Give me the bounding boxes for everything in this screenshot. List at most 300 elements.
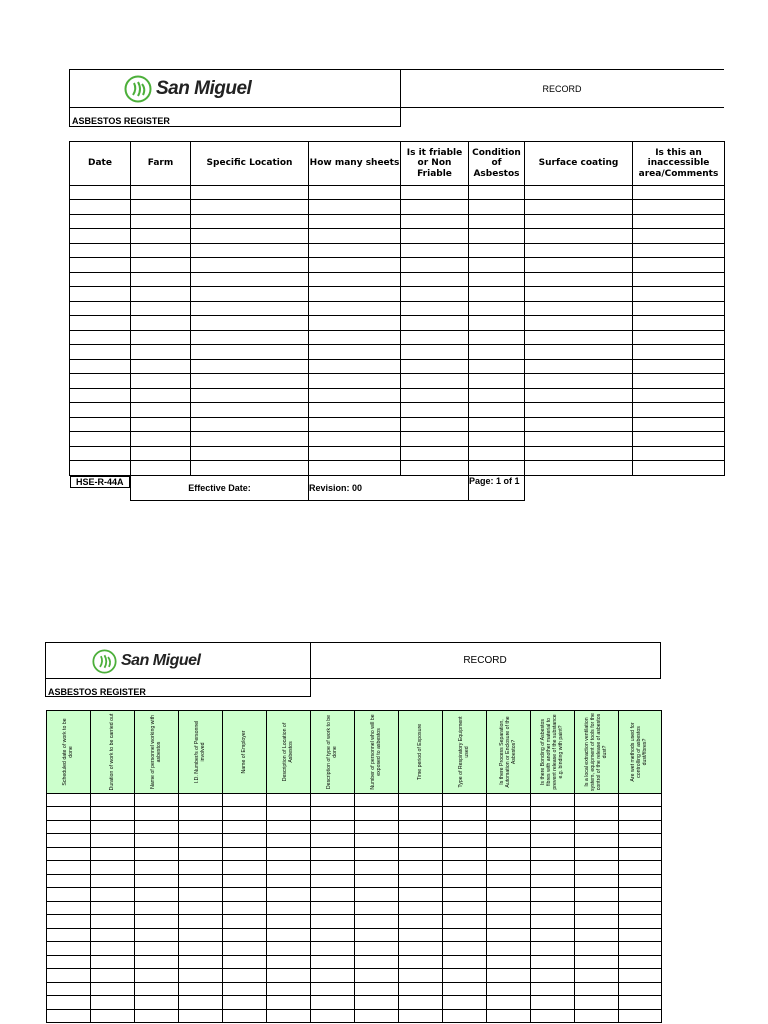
table-cell[interactable] xyxy=(619,996,662,1010)
table-cell[interactable] xyxy=(399,888,443,902)
table-cell[interactable] xyxy=(487,834,531,848)
table-cell[interactable] xyxy=(309,258,401,273)
table-cell[interactable] xyxy=(401,432,469,447)
table-cell[interactable] xyxy=(525,244,633,258)
table-cell[interactable] xyxy=(309,418,401,432)
table-cell[interactable] xyxy=(619,942,662,956)
table-cell[interactable] xyxy=(531,929,575,942)
table-cell[interactable] xyxy=(575,875,619,888)
table-cell[interactable] xyxy=(355,929,399,942)
table-cell[interactable] xyxy=(355,942,399,956)
table-cell[interactable] xyxy=(70,258,131,273)
table-cell[interactable] xyxy=(399,794,443,807)
table-cell[interactable] xyxy=(619,902,662,915)
table-cell[interactable] xyxy=(487,902,531,915)
table-cell[interactable] xyxy=(619,915,662,929)
table-cell[interactable] xyxy=(179,861,223,875)
table-cell[interactable] xyxy=(531,996,575,1010)
table-cell[interactable] xyxy=(525,186,633,200)
table-cell[interactable] xyxy=(311,956,355,969)
table-cell[interactable] xyxy=(619,956,662,969)
table-cell[interactable] xyxy=(399,861,443,875)
table-cell[interactable] xyxy=(355,1010,399,1023)
table-cell[interactable] xyxy=(575,807,619,821)
table-cell[interactable] xyxy=(311,1010,355,1023)
table-cell[interactable] xyxy=(469,461,525,476)
table-cell[interactable] xyxy=(223,929,267,942)
table-cell[interactable] xyxy=(311,834,355,848)
table-cell[interactable] xyxy=(309,360,401,374)
table-cell[interactable] xyxy=(309,186,401,200)
table-cell[interactable] xyxy=(531,942,575,956)
table-cell[interactable] xyxy=(223,1010,267,1023)
table-cell[interactable] xyxy=(179,875,223,888)
table-cell[interactable] xyxy=(487,794,531,807)
table-cell[interactable] xyxy=(223,834,267,848)
table-cell[interactable] xyxy=(70,186,131,200)
table-cell[interactable] xyxy=(311,794,355,807)
table-cell[interactable] xyxy=(179,821,223,834)
table-cell[interactable] xyxy=(135,915,179,929)
table-cell[interactable] xyxy=(70,287,131,302)
table-cell[interactable] xyxy=(70,403,131,418)
table-cell[interactable] xyxy=(575,956,619,969)
table-cell[interactable] xyxy=(401,345,469,360)
table-cell[interactable] xyxy=(401,287,469,302)
table-cell[interactable] xyxy=(525,331,633,345)
table-cell[interactable] xyxy=(401,389,469,403)
table-cell[interactable] xyxy=(47,915,91,929)
table-cell[interactable] xyxy=(70,360,131,374)
table-cell[interactable] xyxy=(70,418,131,432)
table-cell[interactable] xyxy=(47,942,91,956)
table-cell[interactable] xyxy=(191,215,309,229)
table-cell[interactable] xyxy=(443,834,487,848)
table-cell[interactable] xyxy=(487,942,531,956)
table-cell[interactable] xyxy=(575,969,619,983)
table-cell[interactable] xyxy=(223,794,267,807)
table-cell[interactable] xyxy=(525,215,633,229)
table-cell[interactable] xyxy=(47,848,91,861)
table-cell[interactable] xyxy=(399,956,443,969)
table-cell[interactable] xyxy=(191,200,309,215)
table-cell[interactable] xyxy=(355,794,399,807)
table-cell[interactable] xyxy=(531,861,575,875)
table-cell[interactable] xyxy=(531,848,575,861)
table-cell[interactable] xyxy=(469,287,525,302)
table-cell[interactable] xyxy=(179,1010,223,1023)
table-cell[interactable] xyxy=(223,888,267,902)
table-cell[interactable] xyxy=(70,302,131,316)
table-cell[interactable] xyxy=(179,848,223,861)
table-cell[interactable] xyxy=(135,1010,179,1023)
table-cell[interactable] xyxy=(531,888,575,902)
table-cell[interactable] xyxy=(401,244,469,258)
table-cell[interactable] xyxy=(131,461,191,476)
table-cell[interactable] xyxy=(633,389,725,403)
table-cell[interactable] xyxy=(355,807,399,821)
table-cell[interactable] xyxy=(399,821,443,834)
table-cell[interactable] xyxy=(309,316,401,331)
table-cell[interactable] xyxy=(633,345,725,360)
table-cell[interactable] xyxy=(619,848,662,861)
table-cell[interactable] xyxy=(399,834,443,848)
table-cell[interactable] xyxy=(575,848,619,861)
table-cell[interactable] xyxy=(399,807,443,821)
table-cell[interactable] xyxy=(619,983,662,996)
table-cell[interactable] xyxy=(223,996,267,1010)
table-cell[interactable] xyxy=(309,389,401,403)
table-cell[interactable] xyxy=(70,244,131,258)
table-cell[interactable] xyxy=(191,258,309,273)
table-cell[interactable] xyxy=(91,875,135,888)
table-cell[interactable] xyxy=(135,942,179,956)
table-cell[interactable] xyxy=(47,969,91,983)
table-cell[interactable] xyxy=(443,1010,487,1023)
table-cell[interactable] xyxy=(575,902,619,915)
table-cell[interactable] xyxy=(47,902,91,915)
table-cell[interactable] xyxy=(267,848,311,861)
table-cell[interactable] xyxy=(311,969,355,983)
table-cell[interactable] xyxy=(525,258,633,273)
table-cell[interactable] xyxy=(191,186,309,200)
table-cell[interactable] xyxy=(131,302,191,316)
table-cell[interactable] xyxy=(443,888,487,902)
table-cell[interactable] xyxy=(191,374,309,389)
table-cell[interactable] xyxy=(47,807,91,821)
table-cell[interactable] xyxy=(267,821,311,834)
table-cell[interactable] xyxy=(401,258,469,273)
table-cell[interactable] xyxy=(70,273,131,287)
table-cell[interactable] xyxy=(487,821,531,834)
table-cell[interactable] xyxy=(47,983,91,996)
table-cell[interactable] xyxy=(135,794,179,807)
table-cell[interactable] xyxy=(401,229,469,244)
table-cell[interactable] xyxy=(469,389,525,403)
table-cell[interactable] xyxy=(191,403,309,418)
table-cell[interactable] xyxy=(131,287,191,302)
table-cell[interactable] xyxy=(633,447,725,461)
table-cell[interactable] xyxy=(633,418,725,432)
table-cell[interactable] xyxy=(619,807,662,821)
table-cell[interactable] xyxy=(525,200,633,215)
table-cell[interactable] xyxy=(179,983,223,996)
table-cell[interactable] xyxy=(633,360,725,374)
table-cell[interactable] xyxy=(70,432,131,447)
table-cell[interactable] xyxy=(531,821,575,834)
table-cell[interactable] xyxy=(469,200,525,215)
table-cell[interactable] xyxy=(487,996,531,1010)
table-cell[interactable] xyxy=(267,902,311,915)
table-cell[interactable] xyxy=(469,244,525,258)
table-cell[interactable] xyxy=(223,861,267,875)
table-cell[interactable] xyxy=(47,956,91,969)
table-cell[interactable] xyxy=(633,215,725,229)
table-cell[interactable] xyxy=(70,345,131,360)
table-cell[interactable] xyxy=(131,273,191,287)
table-cell[interactable] xyxy=(191,360,309,374)
table-cell[interactable] xyxy=(131,316,191,331)
table-cell[interactable] xyxy=(487,956,531,969)
table-cell[interactable] xyxy=(575,929,619,942)
table-cell[interactable] xyxy=(267,956,311,969)
table-cell[interactable] xyxy=(191,461,309,476)
table-cell[interactable] xyxy=(91,902,135,915)
table-cell[interactable] xyxy=(355,821,399,834)
table-cell[interactable] xyxy=(531,969,575,983)
table-cell[interactable] xyxy=(633,273,725,287)
table-cell[interactable] xyxy=(399,1010,443,1023)
table-cell[interactable] xyxy=(619,861,662,875)
table-cell[interactable] xyxy=(443,794,487,807)
table-cell[interactable] xyxy=(443,942,487,956)
table-cell[interactable] xyxy=(355,969,399,983)
table-cell[interactable] xyxy=(309,345,401,360)
table-cell[interactable] xyxy=(309,447,401,461)
table-cell[interactable] xyxy=(309,374,401,389)
table-cell[interactable] xyxy=(401,186,469,200)
table-cell[interactable] xyxy=(47,1010,91,1023)
table-cell[interactable] xyxy=(443,821,487,834)
table-cell[interactable] xyxy=(47,888,91,902)
table-cell[interactable] xyxy=(311,902,355,915)
table-cell[interactable] xyxy=(311,915,355,929)
table-cell[interactable] xyxy=(469,316,525,331)
table-cell[interactable] xyxy=(47,834,91,848)
table-cell[interactable] xyxy=(179,996,223,1010)
table-cell[interactable] xyxy=(355,956,399,969)
table-cell[interactable] xyxy=(399,969,443,983)
table-cell[interactable] xyxy=(575,1010,619,1023)
table-cell[interactable] xyxy=(399,929,443,942)
table-cell[interactable] xyxy=(267,942,311,956)
table-cell[interactable] xyxy=(91,956,135,969)
table-cell[interactable] xyxy=(525,229,633,244)
table-cell[interactable] xyxy=(401,316,469,331)
table-cell[interactable] xyxy=(131,345,191,360)
table-cell[interactable] xyxy=(191,447,309,461)
table-cell[interactable] xyxy=(309,331,401,345)
table-cell[interactable] xyxy=(531,1010,575,1023)
table-cell[interactable] xyxy=(267,794,311,807)
table-cell[interactable] xyxy=(309,432,401,447)
table-cell[interactable] xyxy=(443,902,487,915)
table-cell[interactable] xyxy=(399,942,443,956)
table-cell[interactable] xyxy=(135,983,179,996)
table-cell[interactable] xyxy=(525,447,633,461)
table-cell[interactable] xyxy=(399,875,443,888)
table-cell[interactable] xyxy=(309,229,401,244)
table-cell[interactable] xyxy=(91,915,135,929)
table-cell[interactable] xyxy=(131,244,191,258)
table-cell[interactable] xyxy=(633,432,725,447)
table-cell[interactable] xyxy=(131,374,191,389)
table-cell[interactable] xyxy=(223,956,267,969)
table-cell[interactable] xyxy=(525,287,633,302)
table-cell[interactable] xyxy=(91,996,135,1010)
table-cell[interactable] xyxy=(91,1010,135,1023)
table-cell[interactable] xyxy=(401,360,469,374)
table-cell[interactable] xyxy=(575,942,619,956)
table-cell[interactable] xyxy=(633,374,725,389)
table-cell[interactable] xyxy=(91,807,135,821)
table-cell[interactable] xyxy=(525,432,633,447)
table-cell[interactable] xyxy=(131,403,191,418)
table-cell[interactable] xyxy=(469,345,525,360)
table-cell[interactable] xyxy=(469,258,525,273)
table-cell[interactable] xyxy=(355,861,399,875)
table-cell[interactable] xyxy=(70,447,131,461)
table-cell[interactable] xyxy=(525,461,633,476)
table-cell[interactable] xyxy=(401,273,469,287)
table-cell[interactable] xyxy=(469,360,525,374)
table-cell[interactable] xyxy=(525,389,633,403)
table-cell[interactable] xyxy=(531,807,575,821)
table-cell[interactable] xyxy=(91,983,135,996)
table-cell[interactable] xyxy=(267,888,311,902)
table-cell[interactable] xyxy=(575,983,619,996)
table-cell[interactable] xyxy=(267,861,311,875)
table-cell[interactable] xyxy=(131,432,191,447)
table-cell[interactable] xyxy=(443,861,487,875)
table-cell[interactable] xyxy=(487,1010,531,1023)
table-cell[interactable] xyxy=(633,200,725,215)
table-cell[interactable] xyxy=(131,447,191,461)
table-cell[interactable] xyxy=(135,834,179,848)
table-cell[interactable] xyxy=(191,244,309,258)
table-cell[interactable] xyxy=(443,807,487,821)
table-cell[interactable] xyxy=(191,432,309,447)
table-cell[interactable] xyxy=(401,331,469,345)
table-cell[interactable] xyxy=(525,360,633,374)
table-cell[interactable] xyxy=(633,302,725,316)
table-cell[interactable] xyxy=(469,186,525,200)
table-cell[interactable] xyxy=(525,418,633,432)
table-cell[interactable] xyxy=(311,929,355,942)
table-cell[interactable] xyxy=(487,888,531,902)
table-cell[interactable] xyxy=(309,200,401,215)
table-cell[interactable] xyxy=(575,996,619,1010)
table-cell[interactable] xyxy=(487,915,531,929)
table-cell[interactable] xyxy=(309,302,401,316)
table-cell[interactable] xyxy=(267,834,311,848)
table-cell[interactable] xyxy=(633,461,725,476)
table-cell[interactable] xyxy=(91,888,135,902)
table-cell[interactable] xyxy=(309,215,401,229)
table-cell[interactable] xyxy=(619,794,662,807)
table-cell[interactable] xyxy=(47,996,91,1010)
table-cell[interactable] xyxy=(401,447,469,461)
table-cell[interactable] xyxy=(267,983,311,996)
table-cell[interactable] xyxy=(191,316,309,331)
table-cell[interactable] xyxy=(311,821,355,834)
table-cell[interactable] xyxy=(91,794,135,807)
table-cell[interactable] xyxy=(575,794,619,807)
table-cell[interactable] xyxy=(443,996,487,1010)
table-cell[interactable] xyxy=(91,929,135,942)
table-cell[interactable] xyxy=(469,273,525,287)
table-cell[interactable] xyxy=(70,389,131,403)
table-cell[interactable] xyxy=(355,834,399,848)
table-cell[interactable] xyxy=(401,302,469,316)
table-cell[interactable] xyxy=(309,273,401,287)
table-cell[interactable] xyxy=(469,229,525,244)
table-cell[interactable] xyxy=(355,848,399,861)
table-cell[interactable] xyxy=(223,821,267,834)
table-cell[interactable] xyxy=(401,215,469,229)
table-cell[interactable] xyxy=(223,875,267,888)
table-cell[interactable] xyxy=(469,302,525,316)
table-cell[interactable] xyxy=(179,902,223,915)
table-cell[interactable] xyxy=(47,929,91,942)
table-cell[interactable] xyxy=(401,200,469,215)
table-cell[interactable] xyxy=(131,258,191,273)
table-cell[interactable] xyxy=(575,888,619,902)
table-cell[interactable] xyxy=(633,403,725,418)
table-cell[interactable] xyxy=(575,861,619,875)
table-cell[interactable] xyxy=(179,915,223,929)
table-cell[interactable] xyxy=(179,969,223,983)
table-cell[interactable] xyxy=(267,915,311,929)
table-cell[interactable] xyxy=(311,861,355,875)
table-cell[interactable] xyxy=(179,956,223,969)
table-cell[interactable] xyxy=(443,969,487,983)
table-cell[interactable] xyxy=(267,875,311,888)
table-cell[interactable] xyxy=(469,447,525,461)
table-cell[interactable] xyxy=(70,374,131,389)
table-cell[interactable] xyxy=(179,834,223,848)
table-cell[interactable] xyxy=(191,229,309,244)
table-cell[interactable] xyxy=(399,848,443,861)
table-cell[interactable] xyxy=(355,996,399,1010)
table-cell[interactable] xyxy=(70,229,131,244)
table-cell[interactable] xyxy=(531,875,575,888)
table-cell[interactable] xyxy=(191,331,309,345)
table-cell[interactable] xyxy=(309,287,401,302)
table-cell[interactable] xyxy=(70,316,131,331)
table-cell[interactable] xyxy=(355,983,399,996)
table-cell[interactable] xyxy=(267,969,311,983)
table-cell[interactable] xyxy=(47,821,91,834)
table-cell[interactable] xyxy=(399,902,443,915)
table-cell[interactable] xyxy=(619,875,662,888)
table-cell[interactable] xyxy=(633,331,725,345)
table-cell[interactable] xyxy=(267,1010,311,1023)
table-cell[interactable] xyxy=(70,461,131,476)
table-cell[interactable] xyxy=(399,996,443,1010)
table-cell[interactable] xyxy=(131,418,191,432)
table-cell[interactable] xyxy=(469,432,525,447)
table-cell[interactable] xyxy=(311,942,355,956)
table-cell[interactable] xyxy=(401,403,469,418)
table-cell[interactable] xyxy=(401,418,469,432)
table-cell[interactable] xyxy=(469,331,525,345)
table-cell[interactable] xyxy=(179,794,223,807)
table-cell[interactable] xyxy=(487,807,531,821)
table-cell[interactable] xyxy=(619,969,662,983)
table-cell[interactable] xyxy=(531,794,575,807)
table-cell[interactable] xyxy=(91,942,135,956)
table-cell[interactable] xyxy=(633,244,725,258)
table-cell[interactable] xyxy=(135,929,179,942)
table-cell[interactable] xyxy=(47,875,91,888)
table-cell[interactable] xyxy=(191,389,309,403)
table-cell[interactable] xyxy=(443,929,487,942)
table-cell[interactable] xyxy=(311,848,355,861)
table-cell[interactable] xyxy=(469,403,525,418)
table-cell[interactable] xyxy=(135,969,179,983)
table-cell[interactable] xyxy=(131,389,191,403)
